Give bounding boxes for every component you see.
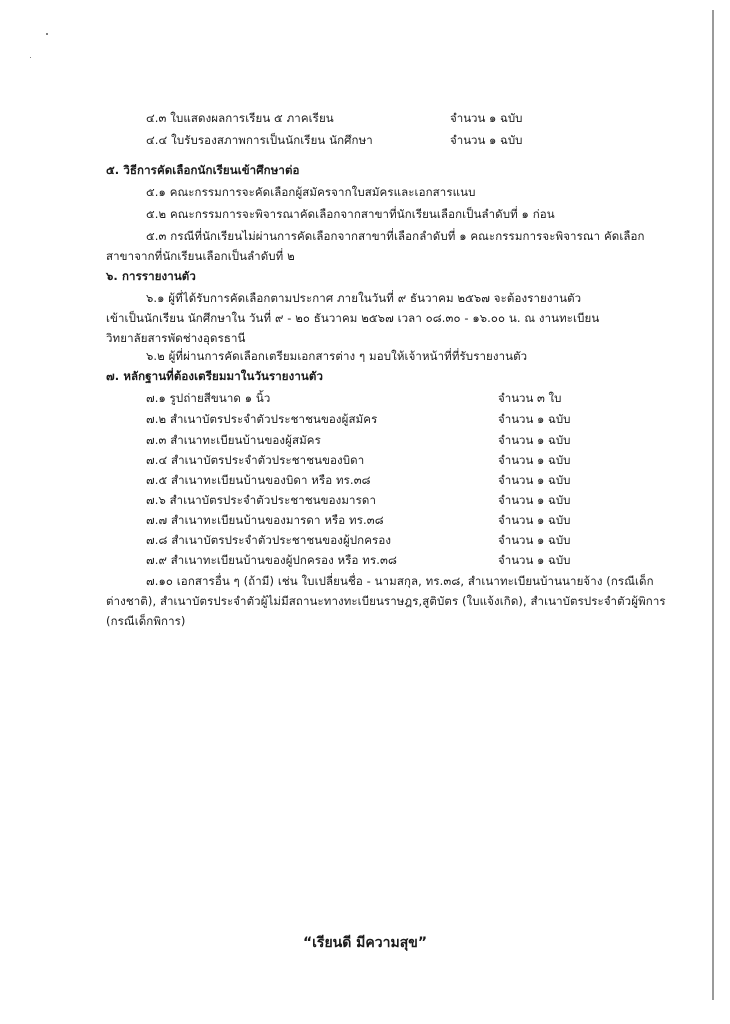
section7-item: ๗.๓ สำเนาทะเบียนบ้านของผู้สมัคร: [146, 433, 321, 447]
section6-item-2: ๖.๒ ผู้ที่ผ่านการคัดเลือกเตรียมเอกสารต่าง ๆ มอบให้เจ้าหน้าที่ที่รับรายงานตัว: [146, 349, 528, 363]
section7-item-amount: จำนวน ๑ ฉบับ: [498, 493, 571, 507]
section5-item-1: ๕.๑ คณะกรรมการจะคัดเลือกผู้สมัครจากใบสมัครและเอกสารแนบ: [146, 185, 476, 199]
section7-item-amount: จำนวน ๑ ฉบับ: [498, 533, 571, 547]
section7-item-amount: จำนวน ๑ ฉบับ: [498, 473, 571, 487]
section7-item: ๗.๕ สำเนาทะเบียนบ้านของบิดา หรือ ทร.๓๘: [146, 473, 371, 487]
section7-item: ๗.๘ สำเนาบัตรประจำตัวประชาชนของผู้ปกครอง: [146, 533, 392, 547]
section7-item: ๗.๙ สำเนาทะเบียนบ้านของผู้ปกครอง หรือ ทร.๓๘: [146, 553, 397, 567]
section5-item-2: ๕.๒ คณะกรรมการจะพิจารณาคัดเลือกจากสาขาที่นักเรียนเลือกเป็นลำดับที่ ๑ ก่อน: [146, 207, 555, 221]
section7-heading: ๗. หลักฐานที่ต้องเตรียมมาในวันรายงานตัว: [106, 369, 324, 383]
scan-speck: [30, 57, 31, 58]
section7-item-10-cont: ต่างชาติ), สำเนาบัตรประจำตัวผู้ไม่มีสถานะทางทะเบียนราษฎร,สูติบัตร (ใบแจ้งเกิด), สำเนาบัตรประจำตัวผู้พิการ: [106, 594, 666, 608]
section7-item-amount: จำนวน ๑ ฉบับ: [498, 513, 571, 527]
scan-edge-line: [712, 10, 714, 1000]
section6-item-1-cont: เข้าเป็นนักเรียน นักศึกษาใน วันที่ ๙ - ๒๐ ธันวาคม ๒๕๖๗ เวลา ๐๘.๓๐ - ๑๖.๐๐ น. ณ งานทะเบียน: [106, 311, 600, 325]
section6-item-1: ๖.๑ ผู้ที่ได้รับการคัดเลือกตามประกาศ ภายในวันที่ ๙ ธันวาคม ๒๕๖๗ จะต้องรายงานตัว: [146, 291, 582, 305]
section7-item: ๗.๔ สำเนาบัตรประจำตัวประชาชนของบิดา: [146, 453, 365, 467]
section6-heading: ๖. การรายงานตัว: [106, 269, 196, 283]
section7-item-amount: จำนวน ๑ ฉบับ: [498, 412, 571, 426]
section7-item: ๗.๒ สำเนาบัตรประจำตัวประชาชนของผู้สมัคร: [146, 412, 378, 426]
section7-item-amount: จำนวน ๑ ฉบับ: [498, 553, 571, 567]
section4-item-4-amount: จำนวน ๑ ฉบับ: [450, 133, 523, 147]
section7-item-amount: จำนวน ๑ ฉบับ: [498, 453, 571, 467]
section5-heading: ๕. วิธีการคัดเลือกนักเรียนเข้าศึกษาต่อ: [106, 163, 300, 177]
section5-item-3: ๕.๓ กรณีที่นักเรียนไม่ผ่านการคัดเลือกจากสาขาที่เลือกลำดับที่ ๑ คณะกรรมการจะพิจารณา คัดเลือก: [146, 229, 645, 243]
section7-item-10: ๗.๑๐ เอกสารอื่น ๆ (ถ้ามี) เช่น ใบเปลี่ยนชื่อ - นามสกุล, ทร.๓๘, สำเนาทะเบียนบ้านนายจ้าง (กรณีเด็ก: [146, 574, 654, 588]
section7-item-amount: จำนวน ๑ ฉบับ: [498, 433, 571, 447]
section4-item-4: ๔.๔ ใบรับรองสภาพการเป็นนักเรียน นักศึกษา: [146, 133, 373, 147]
section7-item: ๗.๖ สำเนาบัตรประจำตัวประชาชนของมารดา: [146, 493, 377, 507]
section5-item-3-cont: สาขาจากที่นักเรียนเลือกเป็นลำดับที่ ๒: [106, 249, 295, 263]
scan-speck: [46, 33, 48, 35]
section7-item-amount: จำนวน ๓ ใบ: [498, 391, 562, 405]
section7-item-10-cont2: (กรณีเด็กพิการ): [106, 614, 186, 628]
section7-item: ๗.๑ รูปถ่ายสีขนาด ๑ นิ้ว: [146, 391, 271, 405]
section7-item: ๗.๗ สำเนาทะเบียนบ้านของมารดา หรือ ทร.๓๘: [146, 513, 384, 527]
footer-motto: “เรียนดี มีความสุข”: [302, 935, 428, 951]
section4-item-3-amount: จำนวน ๑ ฉบับ: [450, 111, 523, 125]
section4-item-3: ๔.๓ ใบแสดงผลการเรียน ๕ ภาคเรียน: [146, 111, 334, 125]
section6-item-1-cont2: วิทยาลัยสารพัดช่างอุดรธานี: [106, 331, 246, 345]
